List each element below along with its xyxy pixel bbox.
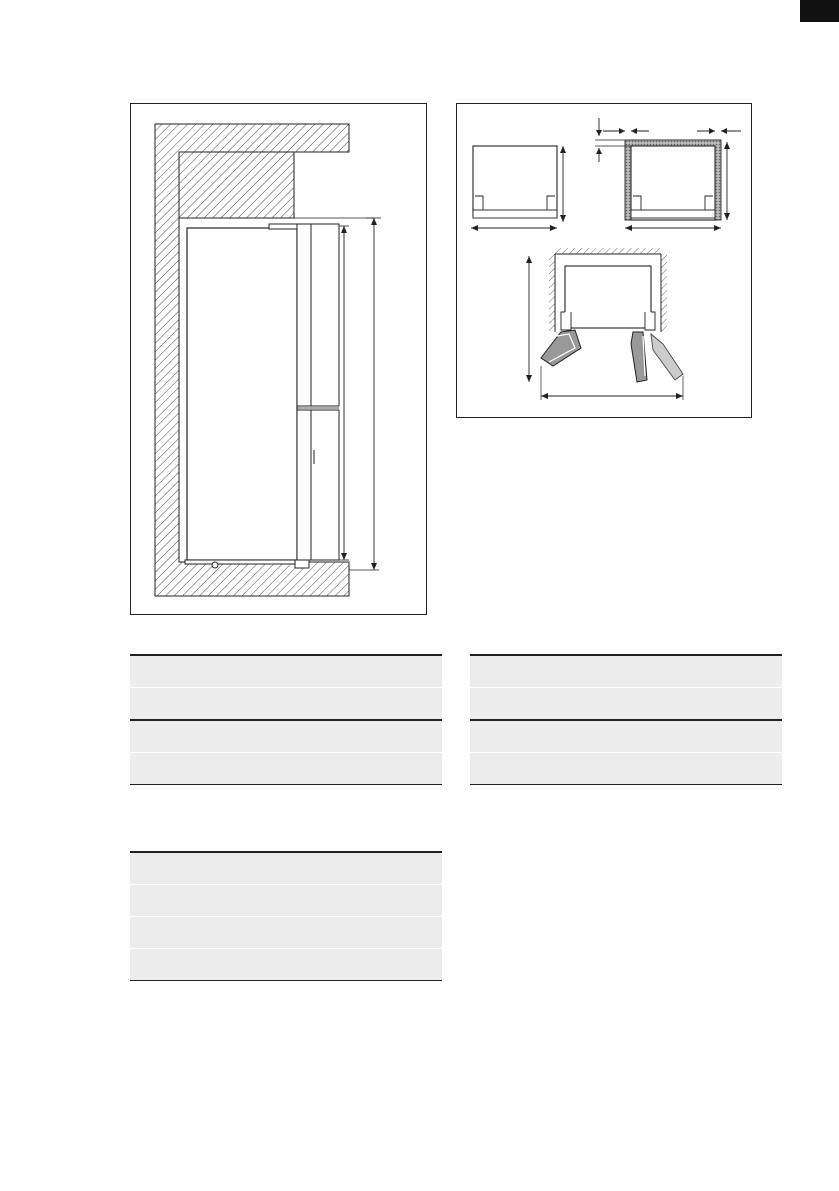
dimensions-table-left-2 (130, 851, 442, 981)
side-view-diagram (131, 104, 428, 616)
table-cell (286, 852, 442, 885)
table-cell (130, 688, 286, 721)
table-cell (470, 753, 626, 785)
table-cell (130, 720, 286, 753)
fridge-plan-right (631, 146, 715, 220)
table-cell (626, 753, 782, 785)
table-cell (130, 949, 286, 981)
fridge-plan-left (473, 146, 557, 216)
table-cell (626, 688, 782, 721)
dimensions-table-right-1 (470, 654, 782, 785)
table-cell (470, 720, 626, 753)
fridge-body (187, 228, 297, 560)
table-cell (130, 917, 286, 949)
table-cell (286, 949, 442, 981)
upper-door-panel (311, 224, 339, 406)
dimensions-table-left-1 (130, 654, 442, 785)
table-cell (130, 655, 286, 688)
table-cell (286, 720, 442, 753)
side-view-installation-figure (130, 103, 427, 615)
table-cell (626, 655, 782, 688)
lower-door (297, 410, 311, 560)
top-view-clearance-figure (456, 103, 752, 418)
table-cell (626, 720, 782, 753)
table-cell (470, 655, 626, 688)
table-cell (130, 852, 286, 885)
table-cell (286, 688, 442, 721)
table-cell (286, 885, 442, 917)
top-view-diagram (457, 104, 753, 419)
table-cell (286, 753, 442, 785)
fridge-plan-main (565, 266, 651, 328)
upper-door (297, 224, 311, 406)
table-cell (130, 885, 286, 917)
page-tab-marker (800, 0, 839, 22)
table-cell (130, 753, 286, 785)
table-cell (470, 688, 626, 721)
table-cell (286, 917, 442, 949)
lower-door-panel (311, 410, 339, 560)
table-cell (286, 655, 442, 688)
upper-cabinet (179, 152, 294, 218)
